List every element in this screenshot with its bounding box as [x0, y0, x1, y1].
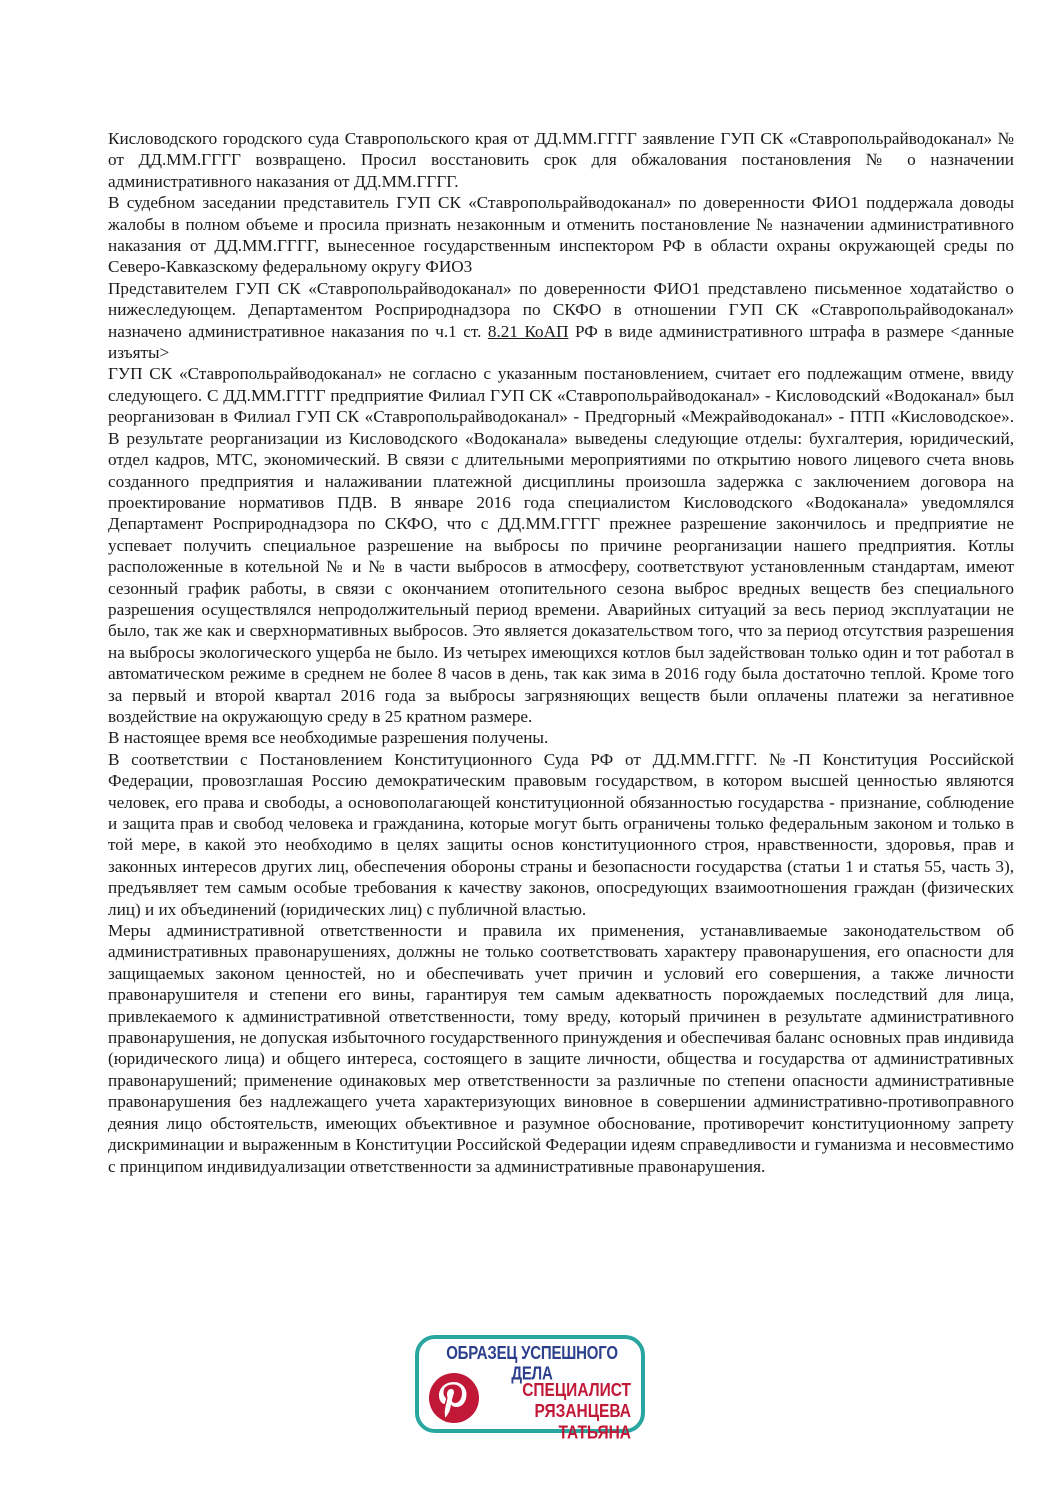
paragraph-3 [108, 278, 1014, 364]
stamp-line-name: РЯЗАНЦЕВА ТАТЬЯНА [534, 1401, 631, 1444]
paragraph-3-text-before: Представителем ГУП СК «Ставропольрайводоканал» по доверенности ФИО1 представлено письменное ходатайство о нижеследующем. Департаментом Росприроднадзора по СКФО в отношении ГУП СК «Ставропольрайводоканал» назначено административное наказания по ч.1 ст. [108, 278, 1014, 341]
paragraph-4: ГУП СК «Ставропольрайводоканал» не согласно с указанным постановлением, считает его подлежащим отмене, ввиду следующего. С ДД.ММ.ГГГГ предприятие Филиал ГУП СК «Ставропольрайводоканал» - Кисловодский «Водоканал» был реорганизован в Филиал ГУП СК «Ставропольрайводоканал» - Предгорный «Межрайводоканал» - ПТП «Кисловодское». В результате реорганизации из Кисловодского «Водоканала» выведены следующие отделы: бухгалтерия, юридический, отдел кадров, МТС, экономический. В связи с длительными мероприятиями по открытию нового лицевого счета вновь созданного предприятия и налаживании платежной дисциплины произошла задержка с заключением договора на проектирование нормативов ПДВ. В январе 2016 года специалистом Кисловодского «Водоканала» уведомлялся Департамент Росприроднадзора по СКФО, что с ДД.ММ.ГГГГ прежнее разрешение закончилось и предприятие не успевает получить специальное разрешение на выбросы по причине реорганизации нашего предприятия. Котлы расположенные в котельной № и № в части выбросов в атмосферу, соответствуют установленным стандартам, имеют сезонный график работы, в связи с окончанием отопительного сезона выброс вредных веществ без специального разрешения осуществлялся непродолжительный период времени. Аварийных ситуаций за весь период эксплуатации не было, так же как и сверхнормативных выбросов. Это является доказательством того, что за период отсутствия разрешения на выбросы экологического ущерба не было. Из четырех имеющихся котлов был задействован только один и тот работал в автоматическом режиме в среднем не более 8 часов в день, так как зима в 2016 году была достаточно теплой. Кроме того за первый и второй квартал 2016 года за выбросы загрязняющих веществ были оплачены платежи за негативное воздействие на окружающую среду в 25 кратном размере. [108, 364, 1014, 726]
paragraph-2: В судебном заседании представитель ГУП СК «Ставропольрайводоканал» по доверенности ФИО1 поддержала доводы жалобы в полном объеме и просила признать незаконным и отменить постановление № назначении административного наказания от ДД.ММ.ГГГГ, вынесенное государственным инспектором РФ в области охраны окружающей среды по Северо-Кавказскому федеральному округу ФИО3 [108, 193, 1014, 277]
stamp-title: ОБРАЗЕЦ УСПЕШНОГО ДЕЛА [446, 1343, 618, 1385]
success-case-stamp [415, 1335, 645, 1444]
koap-article-link[interactable]: 8.21 КоАП [487, 321, 569, 341]
paragraph-7: Меры административной ответственности и правила их применения, устанавливаемые законодательством об административных правонарушениях, должны не только соответствовать характеру правонарушения, его опасности для защищаемых законом ценностей, но и обеспечивать учет причин и условий его совершения, а также личности правонарушителя и степени его вины, гарантируя тем самым адекватность порождаемых последствий для лица, привлекаемого к административной ответственности, тому вреду, который причинен в результате административного правонарушения, не допуская избыточного государственного принуждения и обеспечивая баланс основных прав индивида (юридического лица) и общего интереса, состоящего в защите личности, общества и государства от административных правонарушений; применение одинаковых мер ответственности за различные по степени опасности административные правонарушения без надлежащего учета характеризующих виновное в совершении административно-противоправного деяния лицо обстоятельств, имеющих объективное и разумное обоснование, противоречит конституционному запрету дискриминации и выраженным в Конституции Российской Федерации идеям справедливости и гуманизма и несовместимо с принципом индивидуализации ответственности за административные правонарушения. [108, 921, 1014, 1176]
stamp-line-specialist: СПЕЦИАЛИСТ [522, 1380, 631, 1401]
paragraph-1: Кисловодского городского суда Ставропольского края от ДД.ММ.ГГГГ заявление ГУП СК «Ставропольрайводоканал» № от ДД.ММ.ГГГГ возвращено. Просил восстановить срок для обжалования постановления № о назначении административного наказания от ДД.ММ.ГГГГ. [108, 129, 1014, 191]
paragraph-5: В настоящее время все необходимые разрешения получены. [108, 728, 549, 748]
paragraph-6: В соответствии с Постановлением Конституционного Суда РФ от ДД.ММ.ГГГГ. №-П Конституция Российской Федерации, провозглашая Россию демократическим правовым государством, в котором высшей ценностью являются человек, его права и свободы, а основополагающей конституционной обязанностью государства - признание, соблюдение и защита прав и свобод человека и гражданина, которые могут быть ограничены только федеральным законом и только в той мере, в какой это необходимо в целях защиты основ конституционного строя, нравственности, здоровья, прав и законных интересов других лиц, обеспечения обороны страны и безопасности государства (статьи 1 и статья 55, часть 3), предъявляет тем самым особые требования к качеству законов, опосредующих взаимоотношения граждан (физических лиц) и их объединений (юридических лиц) с публичной властью. [108, 749, 1014, 919]
document-body [108, 128, 1014, 1177]
paragraph-3-text-after: РФ в виде административного штрафа в размере <данные изъяты> [108, 321, 1014, 363]
